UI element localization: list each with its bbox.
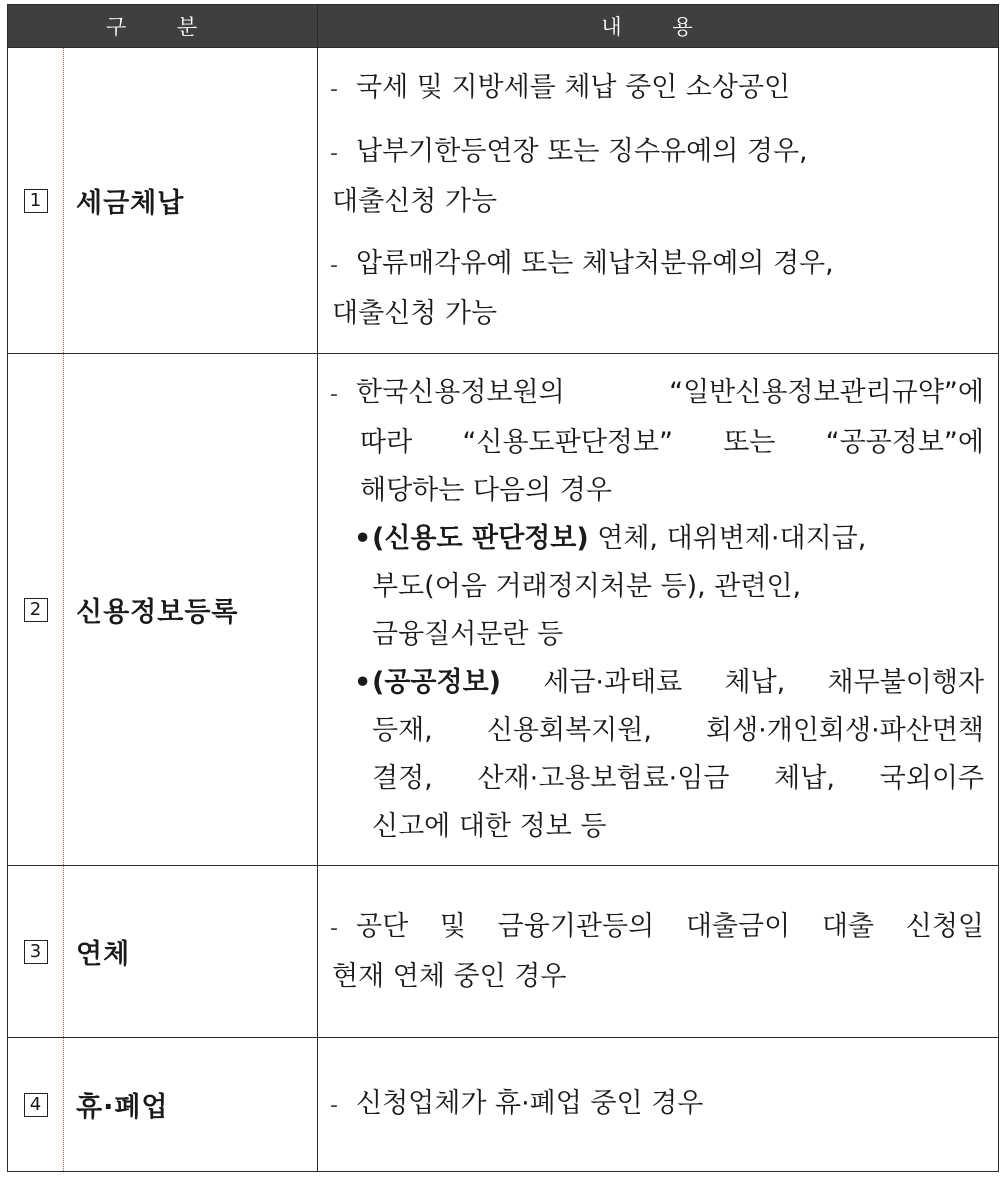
dash-marker: - [330,1092,338,1118]
row-category: 연체 [64,866,318,1038]
content-item [330,128,984,226]
row-number-cell [8,48,64,354]
table-row [8,354,999,866]
row-number-box: 2 [24,598,48,622]
content-text: 현재 연체 중인 경우 [332,960,567,992]
content-text: 국세 및 지방세를 체납 중인 소상공인 [356,71,791,103]
dash-marker: - [330,76,338,102]
table-row [8,1038,999,1172]
bullet-dot: • [354,522,372,554]
row-number-box: 3 [24,940,48,964]
header-content: 내 용 [318,5,999,48]
content-text: 한국신용정보원의 “일반신용정보관리규약”에 [356,376,984,408]
content-text: 해당하는 다음의 경우 [360,474,612,506]
table-header-row [8,5,999,48]
content-text: 금융질서문란 등 [372,618,564,650]
content-text: 연체, 대위변제·대지급, [597,522,867,554]
content-text: 압류매각유예 또는 체납처분유예의 경우, [356,247,834,279]
bullet-label: (공공정보) [372,666,502,698]
bullet-label: (신용도 판단정보) [372,522,589,554]
row-category: 휴·폐업 [64,1038,318,1172]
content-text: 납부기한등연장 또는 징수유예의 경우, [356,135,808,167]
content-text: 결정, 산재·고용보험료·임금 체납, 국외이주 [372,762,984,794]
content-text: 공단 및 금융기관등의 대출금이 대출 신청일 [356,910,984,942]
content-text: 등재, 신용회복지원, 회생·개인회생·파산면책 [372,714,984,746]
content-text: 신청업체가 휴·폐업 중인 경우 [356,1087,704,1119]
dash-marker: - [330,381,338,407]
content-item [330,369,984,515]
row-content [318,1038,999,1172]
row-category: 세금체납 [64,48,318,354]
content-text: 세금·과태료 체납, 채무불이행자 [543,666,984,698]
row-number-cell [8,354,64,866]
row-content [318,48,999,354]
header-category: 구 분 [8,5,318,48]
content-item [330,240,984,338]
content-text: 대출신청 가능 [332,297,498,329]
bullet-dot: • [354,666,372,698]
criteria-table [7,4,999,1172]
dash-marker: - [330,915,338,941]
content-text: 대출신청 가능 [332,185,498,217]
row-content [318,866,999,1038]
dash-marker: - [330,252,338,278]
row-category: 신용정보등록 [64,354,318,866]
content-text: 따라 “신용도판단정보” 또는 “공공정보”에 [360,426,984,458]
row-number-box: 1 [24,189,48,213]
content-text: 부도(어음 거래정지처분 등), 관련인, [372,570,802,602]
row-content [318,354,999,866]
table-row [8,866,999,1038]
dash-marker: - [330,140,338,166]
table-row [8,48,999,354]
content-item [330,64,984,114]
bullet-item [330,515,984,659]
bullet-item [330,659,984,851]
row-number-cell [8,1038,64,1172]
row-number-cell [8,866,64,1038]
content-item [330,1080,984,1130]
content-text: 신고에 대한 정보 등 [372,810,607,842]
content-item [330,903,984,1001]
row-number-box: 4 [24,1093,48,1117]
